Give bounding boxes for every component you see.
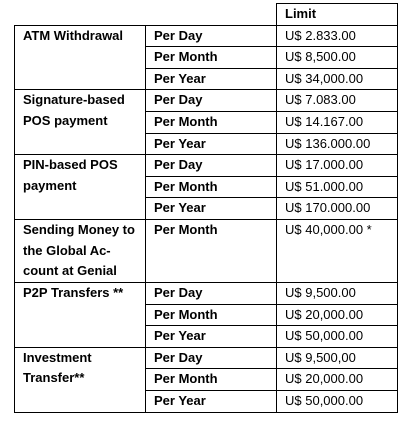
table-row [15, 25, 398, 47]
period-cell: Per Month [146, 219, 277, 282]
table-row [15, 219, 398, 282]
category-cell: P2P Transfers ** [15, 282, 146, 347]
period-cell: Per Year [146, 68, 277, 90]
category-cell: Sending Money to the Global Ac-count at Genial [15, 219, 146, 282]
limit-cell: U$ 14.167.00 [277, 111, 398, 133]
limit-cell: U$ 8,500.00 [277, 47, 398, 69]
header-blank-cell [15, 4, 146, 26]
limit-cell: U$ 9,500,00 [277, 347, 398, 369]
limits-table [14, 3, 398, 413]
period-cell: Per Day [146, 25, 277, 47]
limit-cell: U$ 50,000.00 [277, 390, 398, 412]
period-cell: Per Year [146, 390, 277, 412]
category-cell: Signature-based POS payment [15, 90, 146, 155]
limit-cell: U$ 50,000.00 [277, 326, 398, 348]
limit-cell: U$ 9,500.00 [277, 282, 398, 304]
table-row [15, 155, 398, 177]
limit-cell: U$ 34,000.00 [277, 68, 398, 90]
period-cell: Per Day [146, 155, 277, 177]
limit-cell: U$ 17.000.00 [277, 155, 398, 177]
table-row [15, 90, 398, 112]
limit-cell: U$ 40,000.00 * [277, 219, 398, 282]
period-cell: Per Month [146, 176, 277, 198]
limit-cell: U$ 51.000.00 [277, 176, 398, 198]
table-row [15, 347, 398, 369]
header-blank-cell [146, 4, 277, 26]
period-cell: Per Month [146, 47, 277, 69]
category-cell: Investment Transfer** [15, 347, 146, 412]
limit-cell: U$ 20,000.00 [277, 369, 398, 391]
limit-cell: U$ 20,000.00 [277, 304, 398, 326]
table-row [15, 282, 398, 304]
period-cell: Per Day [146, 282, 277, 304]
category-cell: ATM Withdrawal [15, 25, 146, 90]
limit-cell: U$ 2.833.00 [277, 25, 398, 47]
limit-column-header: Limit [277, 4, 398, 26]
period-cell: Per Day [146, 90, 277, 112]
limit-cell: U$ 7.083.00 [277, 90, 398, 112]
limit-cell: U$ 136.000.00 [277, 133, 398, 155]
category-cell: PIN-based POS payment [15, 155, 146, 220]
period-cell: Per Year [146, 326, 277, 348]
limit-cell: U$ 170.000.00 [277, 198, 398, 220]
period-cell: Per Year [146, 133, 277, 155]
period-cell: Per Year [146, 198, 277, 220]
header-row [15, 4, 398, 26]
period-cell: Per Day [146, 347, 277, 369]
period-cell: Per Month [146, 369, 277, 391]
period-cell: Per Month [146, 304, 277, 326]
period-cell: Per Month [146, 111, 277, 133]
